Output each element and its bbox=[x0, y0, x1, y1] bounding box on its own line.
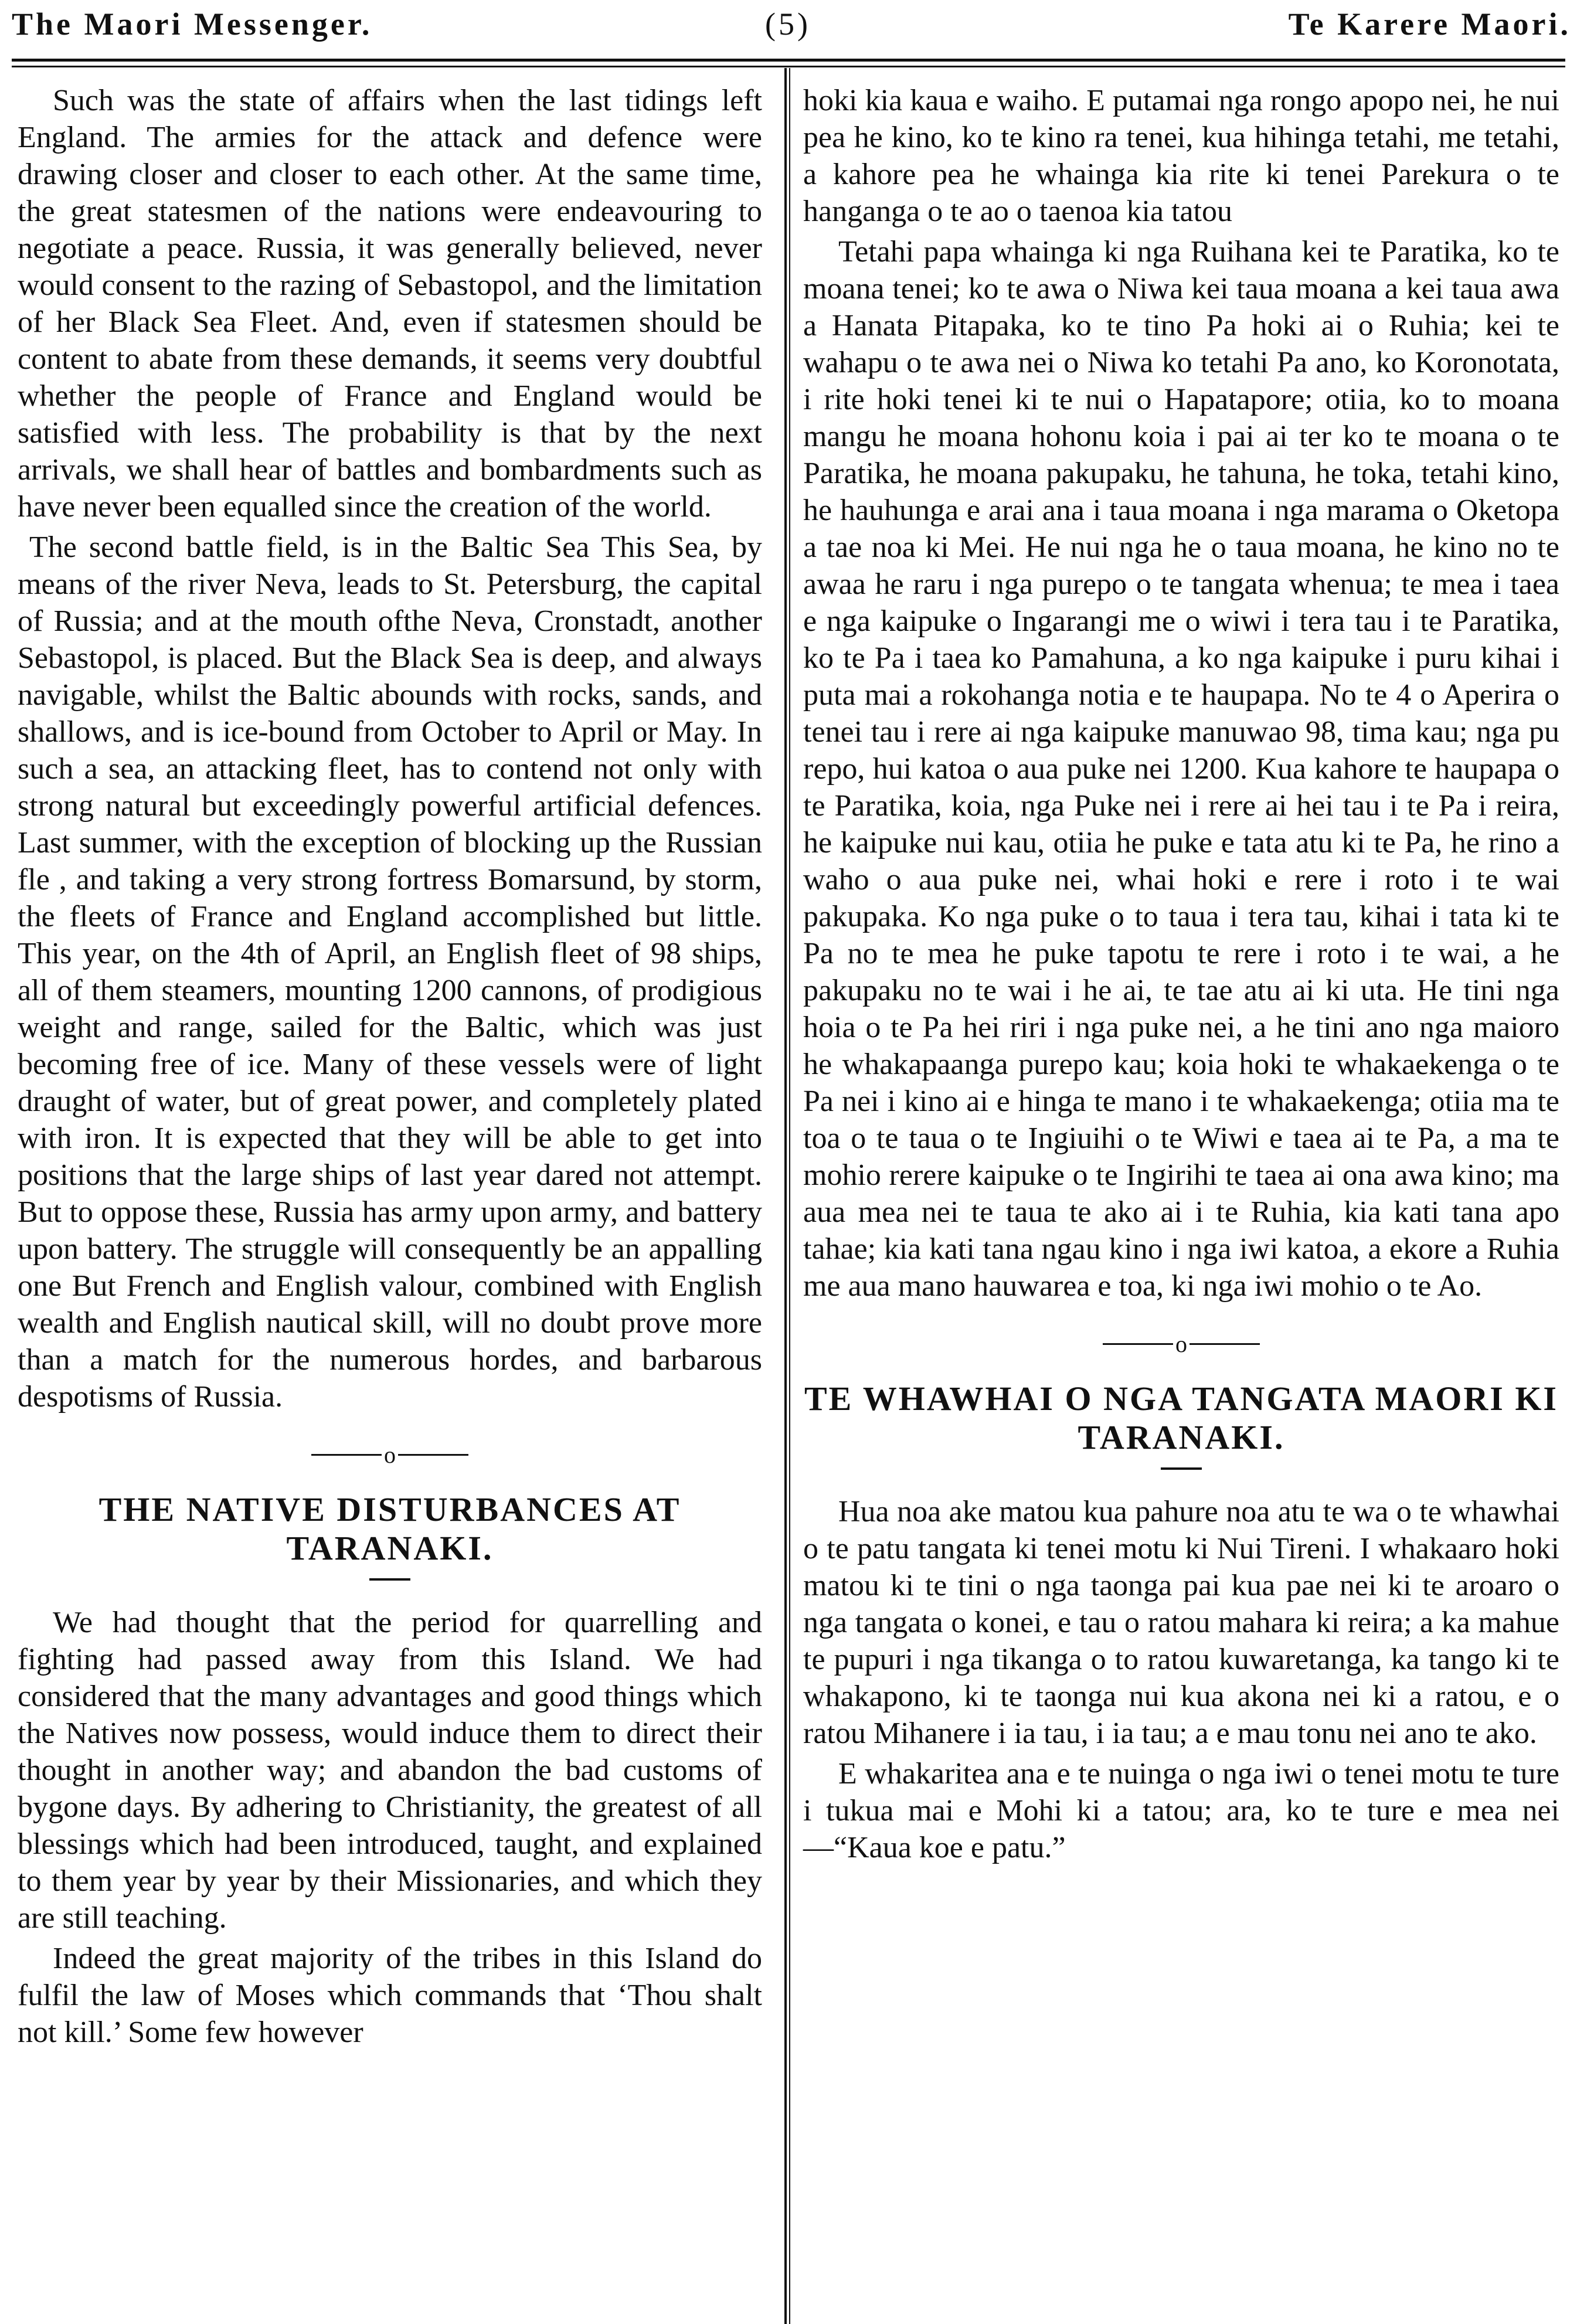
header-rule-thick bbox=[12, 59, 1565, 62]
article-paragraph: Such was the state of affairs when the last tidings left England. The armies for the attack and defence were drawing closer and closer to each other. At the same time, the great statesmen of the nations were endeavouring to negotiate a peace. Russia, it was generally believed, never would consent to the razing of Sebastopol, and the limitation of her Black Sea Fleet. And, even if statesmen should be content to abate from these demands, it seems very doubtful whether the people of France and England would be satisfied with less. The probability is that by the next arrivals, we shall hear of battles and bombardments such as have never been equalled since the creation of the world. bbox=[18, 84, 762, 524]
header-rule-thin bbox=[12, 66, 1565, 67]
article-paragraph: hoki kia kaua e waiho. E putamai nga rongo apopo nei, he nui pea he kino, ko te kino ra tenei, kua hihinga tetahi, me tetahi, a kahore pea he whainga kia rite ki tenei Parekura o te hanganga o te ao o taenoa kia tatou bbox=[803, 84, 1559, 228]
english-masthead-title: The Maori Messenger. bbox=[12, 6, 373, 42]
article-paragraph: The second battle field, is in the Baltic Sea This Sea, by means of the river Neva, leads to St. Petersburg, the capital of Russia; and at the mouth ofthe Neva, Cronstadt, another Sebastopol, is placed. But the Black Sea is deep, and always navigable, whilst the Baltic abounds with rocks, sands, and shallows, and is ice-bound from October to April or May. In such a sea, an attacking fleet, has to contend not only with strong natural but exceedingly powerful artificial defences. Last summer, with the exception of blocking up the Russian fle , and taking a very strong fortress Bomarsund, by storm, the fleets of France and England accomplished but little. This year, on the 4th of April, an English fleet of 98 ships, all of them steamers, mounting 1200 cannons, of prodigious weight and range, sailed for the Baltic, which was just becoming free of ice. Many of these vessels were of light draught of water, but of great power, and completely plated with iron. It is expected that they will be able to get into positions that the large ships of last year dared not attempt. But to oppose these, Russia has army upon army, and battery upon battery. The struggle will consequently be an appalling one But French and English valour, combined with English wealth and English nautical skill, will no doubt prove more than a match for the numerous hordes, and barbarous despotisms of Russia. bbox=[18, 531, 762, 1414]
column-divider-inner bbox=[789, 68, 790, 2324]
column-divider bbox=[784, 68, 787, 2324]
article-paragraph: We had thought that the period for quarrelling and fighting had passed away from this Island. We had considered that the many advantages and good things which the Natives now possess, would induce them to direct their thought in another way; and abandon the bad customs of bygone days. By adhering to Christianity, the greatest of all blessings which had been introduced, taught, and explained to them year by year by their Missionaries, and which they are still teaching. bbox=[18, 1605, 762, 1935]
article-heading: TE WHAWHAI O NGA TANGATA MAORI KI TARANAKI. bbox=[804, 1379, 1559, 1456]
section-separator bbox=[18, 1441, 762, 1467]
separator-mark: o bbox=[1175, 1330, 1187, 1357]
heading-rule bbox=[1161, 1467, 1202, 1470]
article-heading: THE NATIVE DISTURBANCES AT TARANAKI. bbox=[98, 1490, 681, 1567]
page-number: (5) bbox=[765, 6, 811, 42]
page-header bbox=[12, 6, 1571, 56]
article-paragraph: E whakaritea ana e te nuinga o nga iwi o tenei motu te ture i tukua mai e Mohi ki a tatou; ara, ko te ture e mea nei—“Kaua koe e patu.” bbox=[803, 1756, 1559, 1864]
separator-mark: o bbox=[384, 1441, 396, 1468]
maori-masthead-title: Te Karere Maori. bbox=[1288, 6, 1571, 42]
heading-rule bbox=[369, 1578, 410, 1581]
article-paragraph: Indeed the great majority of the tribes in this Island do fulfil the law of Moses which commands that ‘Thou shalt not kill.’ Some few however bbox=[18, 1941, 762, 2049]
english-column bbox=[18, 82, 762, 2051]
maori-column bbox=[803, 82, 1559, 1866]
article-paragraph: Hua noa ake matou kua pahure noa atu te wa o te whawhai o te patu tangata ki tenei motu ki Nui Tireni. I whakaaro hoki matou ki te tini o nga taonga pai kua pae nei ki te aroaro o nga tangata o konei, e tau o ratou mahara ki reira; a ka mahue te pupuri i nga tikanga o to ratou kuwaretanga, ka tango ki te whakapono, ki te taonga nui kua akona nei ki a ratou, e o ratou Mihanere i ia tau, i ia tau; a e mau tonu nei ano te ako. bbox=[803, 1494, 1559, 1750]
article-paragraph: Tetahi papa whainga ki nga Ruihana kei te Paratika, ko te moana tenei; ko te awa o Niwa kei taua moana a kei taua awa a Hanata Pitapaka, ko te tino Pa hoki ai o Ruhia; kei te wahapu o te awa nei o Niwa ko tetahi Pa ano, ko Koronotata, i rite hoki tenei ki te nui o Hapatapore; otiia, ko to moana mangu he moana hohonu koia i pai ai ter ko te moana o te Paratika, he moana pakupaku, he tahuna, he toka, tetahi kino, he hauhunga e arai ana i taua moana i nga marama o Oketopa a tae noa ki Mei. He nui nga he o taua moana, he kino no te awaa he raru i nga purepo o te tangata whenua; te mea i taea e nga kaipuke o Ingarangi me o wiwi i tera tau i te Paratika, ko te Pa i taea ko Pamahuna, a ko nga kaipuke i puru kihai i puta mai a rokohanga notia e te haupapa. No te 4 o Aperira o tenei tau i rere ai nga kaipuke manuwao 98, tima kau; nga pu repo, hui katoa o aua puke nei 1200. Kua kahore te haupapa o te Paratika, koia, nga Puke nei i rere ai hei tau i te Pa i reira, he kaipuke nui kau, otiia he puke e tata atu ki te Pa, he rino a waho o aua puke nei, whai hoki e rere i roto i te wai pakupaka. Ko nga puke o to taua i tera tau, kihai i tata ki te Pa no te mea he puke tapotu te rere i roto i te wai, a he pakupaku no te wai i he ai, te tae atu ai ki uta. He tini nga hoia o te Pa hei riri i nga puke nei, a he tini ano nga maioro he whakapaanga purepo kau; koia hoki te whakaekenga o te Pa nei i kino ai e hinga te mano i te whakaekenga; otiia ma te toa o te taua o te Ingiuihi o te Wiwi e taea ai te Pa, a ma te mohio rerere kaipuke o te Ingirihi te taea ai ona awa kino; ma aua mea nei te taua te ako ai i te Ruhia, kia kati tana apo tahae; kia kati tana ngau kino i nga iwi katoa, a ekore a Ruhia me aua mano hauwarea e toa, ki nga iwi mohio o te Ao. bbox=[803, 235, 1559, 1303]
section-separator bbox=[803, 1330, 1559, 1356]
